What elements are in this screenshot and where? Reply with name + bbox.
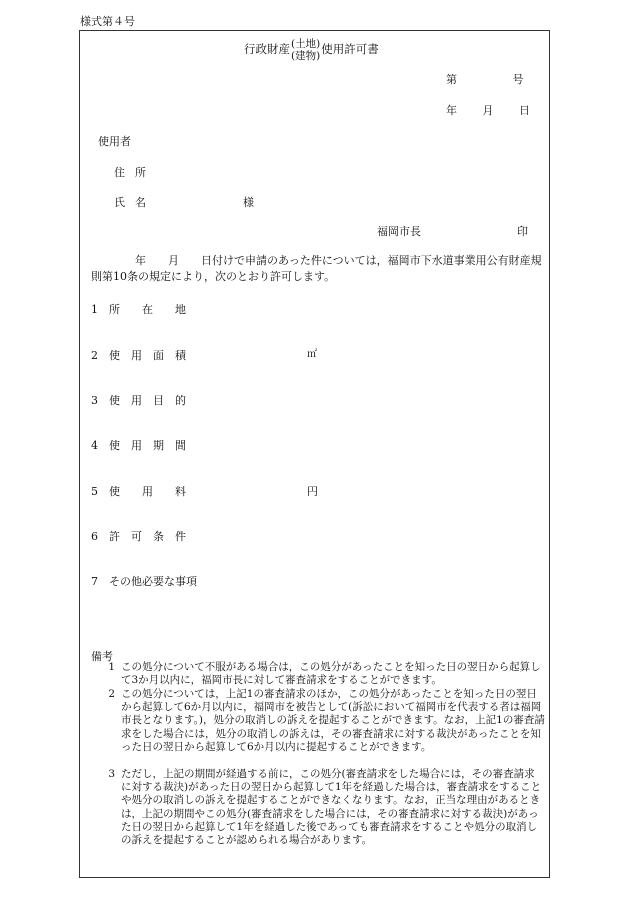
- item-number: 6: [91, 530, 98, 543]
- fee-unit: 円: [307, 485, 318, 498]
- permit-statement: 年 月 日付けで申請のあった件については，福岡市下水道事業用公有財産規則第10条の規定により，次のとおり許可します。: [91, 254, 542, 283]
- item-number: 4: [91, 439, 98, 452]
- document-number-row: [446, 73, 524, 86]
- issue-date-row: [446, 104, 530, 117]
- item-number: 5: [91, 485, 98, 498]
- item-label: 所 在 地: [109, 303, 186, 316]
- item-number: 2: [91, 349, 98, 362]
- note-item: [91, 688, 547, 768]
- note-number: 1: [108, 661, 115, 673]
- item-label: その他必要な事項: [109, 575, 197, 588]
- area-unit: ㎡: [307, 349, 317, 360]
- date-year-label: 年: [446, 104, 457, 117]
- item-label: 使 用 料: [109, 485, 186, 498]
- user-label: 使用者: [98, 135, 131, 148]
- address-label: 住所: [114, 166, 156, 179]
- item-number: 3: [91, 394, 98, 407]
- notes-title: 備考: [91, 650, 113, 663]
- item-other: [91, 573, 197, 589]
- item-conditions: [91, 528, 186, 544]
- item-number: 7: [91, 575, 98, 588]
- note-number: 3: [108, 768, 115, 780]
- note-text: この処分については，上記1の審査請求のほか，この処分があったことを知った日の翌日から起算して6か月以内に，福岡市を被告として(訴訟において福岡市を代表する者は福岡市長となります。)，処分の取消しの訴えを提起することができます。なお，上記1の審査請求をした場合には，処分の取消しの訴えは，その審査請求に対する裁決があったことを知った日の翌日から起算して6か月以内に提起することができます。: [121, 688, 545, 753]
- item-fee: [91, 483, 186, 499]
- item-location: [91, 301, 186, 317]
- date-day-label: 日: [519, 104, 530, 117]
- title-suffix: 使用許可書: [321, 42, 379, 57]
- title-prefix: 行政財産: [244, 42, 290, 57]
- issuer-title: 福岡市長: [377, 225, 421, 238]
- item-number: 1: [91, 303, 98, 316]
- date-month-label: 月: [482, 104, 494, 117]
- document-number-prefix: 第: [446, 73, 457, 86]
- note-text: ただし，上記の期間が経過する前に，この処分(審査請求をした場合には，その審査請求に対する裁決)があった日の翌日から起算して1年を経過した場合は，審査請求をすることや処分の取消しの訴えを提起することができなくなります。なお，正当な理由があるときは，上記の期間やこの処分(審査請求をした場合には，その審査請求に対する裁決)があった日の翌日から起算して1年を経過した後であっても審査請求をすることや処分の取消しの訴えを提起することが認められる場合があります。: [121, 768, 542, 847]
- item-label: 使 用 期 間: [109, 439, 186, 452]
- note-number: 2: [108, 688, 115, 700]
- title-option-building: (建物): [291, 50, 321, 63]
- document-number-suffix: 号: [512, 73, 524, 86]
- item-area: [91, 347, 186, 363]
- note-text: この処分について不服がある場合は，この処分があったことを知った日の翌日から起算して3か月以内に，福岡市長に対して審査請求をすることができます。: [121, 661, 541, 687]
- item-label: 使 用 面 積: [109, 349, 186, 362]
- title-option-land: (土地): [291, 38, 321, 50]
- note-item: [91, 768, 547, 863]
- title-property-type-choice: [291, 38, 320, 62]
- item-label: 使 用 目 的: [109, 394, 186, 407]
- honorific-label: 様: [243, 196, 254, 209]
- name-label: 氏名: [114, 196, 156, 209]
- note-item: [91, 661, 547, 689]
- item-label: 許 可 条 件: [109, 530, 186, 543]
- item-purpose: [91, 392, 186, 408]
- seal-label: 印: [517, 225, 528, 238]
- document-title: [244, 38, 379, 62]
- form-number: 様式第４号: [80, 15, 135, 28]
- item-period: [91, 437, 186, 453]
